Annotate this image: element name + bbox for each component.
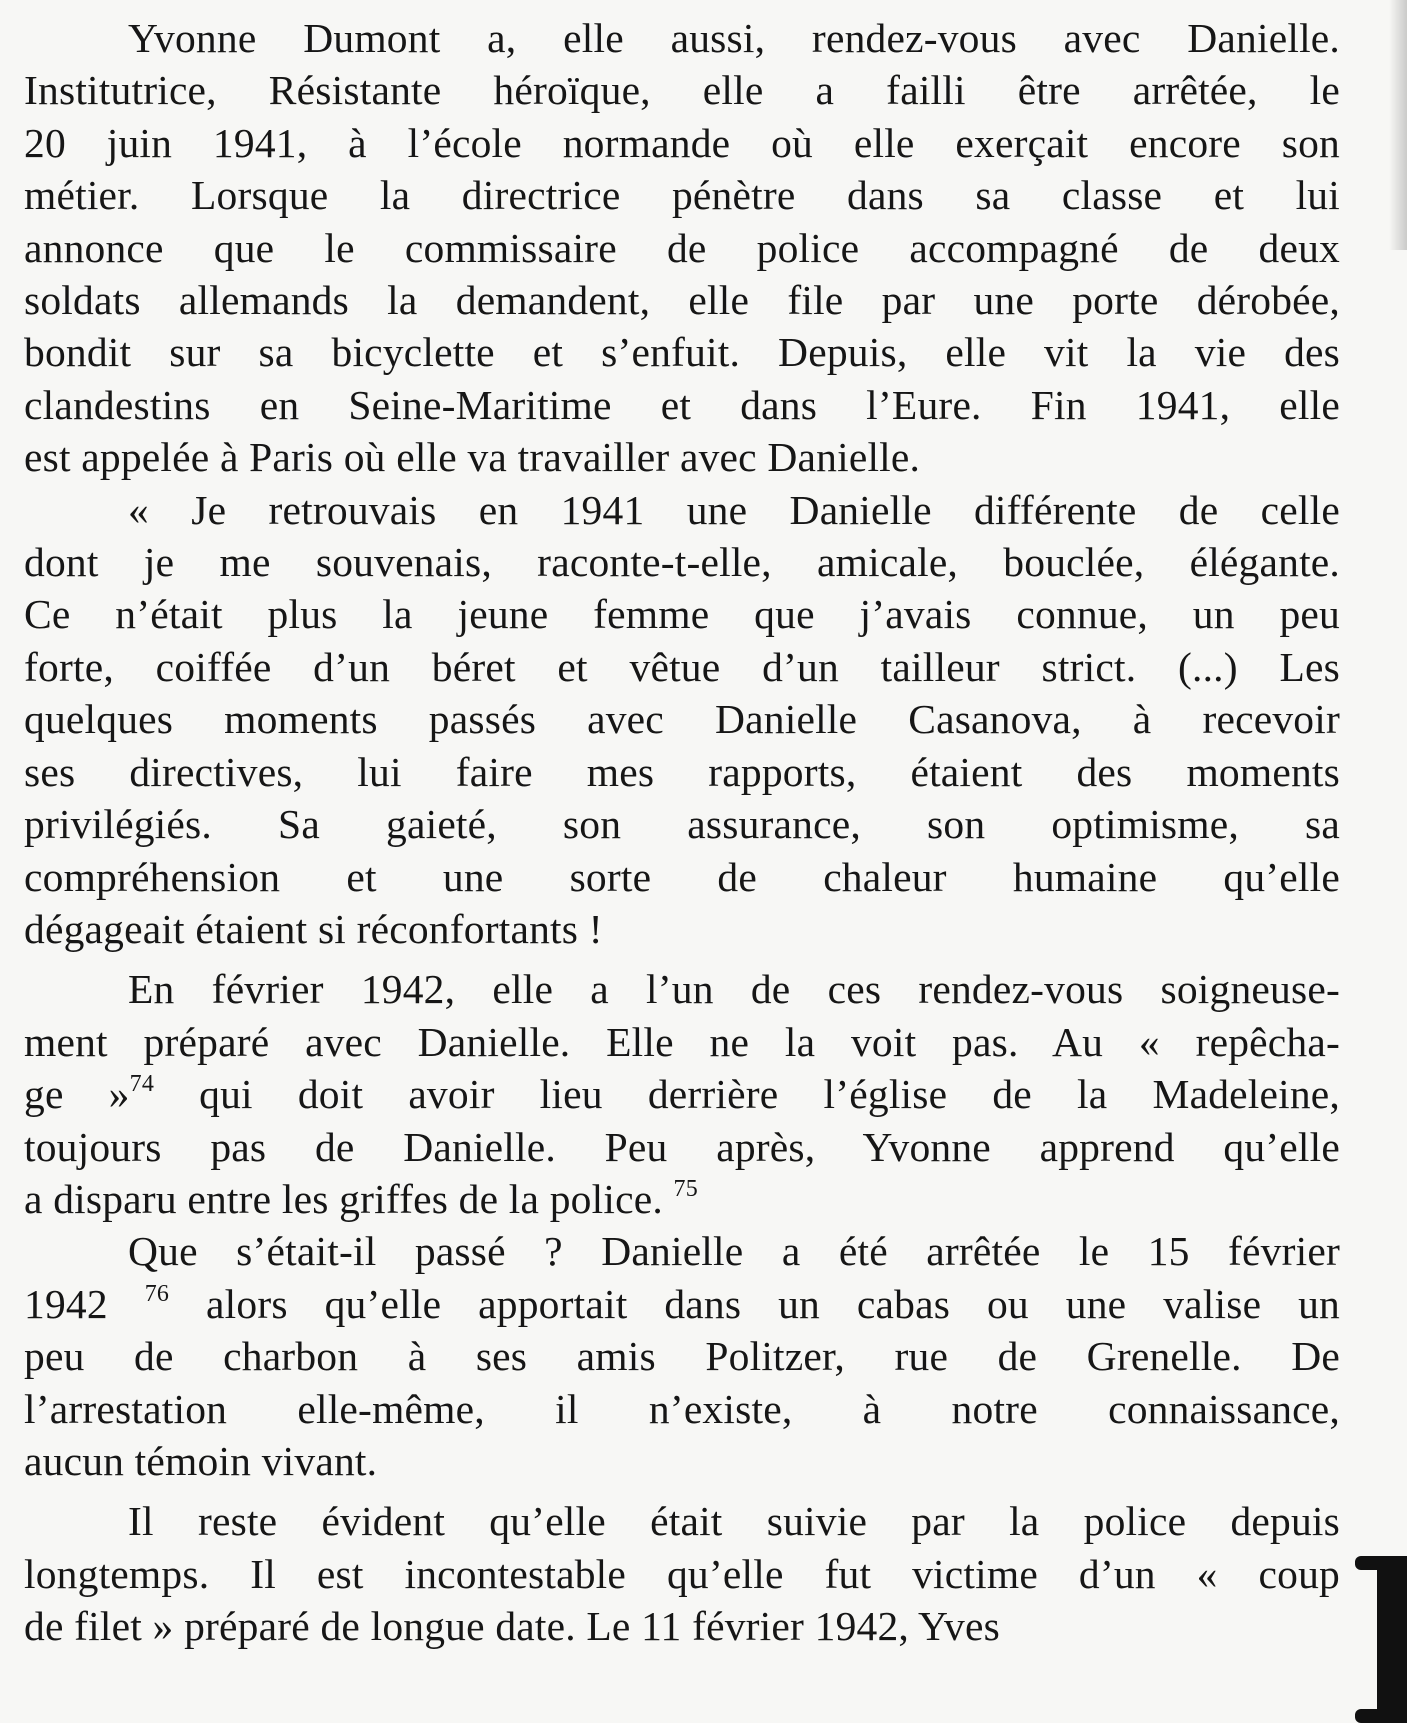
paragraph-arrest [24, 1225, 1340, 1487]
text-line: compréhension et une sorte de chaleur humaine qu’elle [24, 853, 1340, 900]
text-line: quelques moments passés avec Danielle Casanova, à recevoir [24, 696, 1340, 743]
page-clip-bracket [1377, 1556, 1407, 1723]
text-line: soldats allemands la demandent, elle file par une porte dérobée, [24, 277, 1340, 324]
text-line: En février 1942, elle a l’un de ces rendez-vous soigneuse- [128, 966, 1340, 1013]
text-line: dégageait étaient si réconfortants ! [24, 905, 603, 952]
text-line: longtemps. Il est incontestable qu’elle fut victime d’un « coup [24, 1550, 1340, 1597]
paragraph-quote [24, 484, 1340, 956]
text-line: toujours pas de Danielle. Peu après, Yvonne apprend qu’elle [24, 1123, 1340, 1170]
text-line: peu de charbon à ses amis Politzer, rue de Grenelle. De [24, 1333, 1340, 1380]
body-text [24, 12, 1340, 1653]
footnote-marker[interactable]: 74 [129, 1071, 155, 1098]
text-line: de filet » préparé de longue date. Le 11 février 1942, Yves [24, 1603, 1000, 1650]
text-line: ses directives, lui faire mes rapports, étaient des moments [24, 748, 1340, 795]
text-line: dont je me souvenais, raconte-t-elle, amicale, bouclée, élégante. [24, 539, 1340, 586]
text-line: Que s’était-il passé ? Danielle a été arrêtée le 15 février [128, 1228, 1340, 1275]
text-segment: alors qu’elle apportait dans un cabas ou une valise un [169, 1280, 1340, 1327]
page-edge-shadow [1389, 0, 1407, 250]
text-line: forte, coiffée d’un béret et vêtue d’un tailleur strict. (...) Les [24, 643, 1340, 690]
text-line: Yvonne Dumont a, elle aussi, rendez-vous avec Danielle. [128, 15, 1340, 61]
text-line: clandestins en Seine-Maritime et dans l’Eure. Fin 1941, elle [24, 381, 1340, 428]
text-line: bondit sur sa bicyclette et s’enfuit. Depuis, elle vit la vie des [24, 329, 1340, 376]
paragraph-february-1942 [24, 963, 1340, 1225]
text-line: privilégiés. Sa gaieté, son assurance, son optimisme, sa [24, 801, 1340, 848]
footnote-marker[interactable]: 76 [144, 1280, 170, 1307]
text-line: est appelée à Paris où elle va travailler avec Danielle. [24, 434, 921, 481]
text-segment: a disparu entre les griffes de la police. [24, 1175, 663, 1222]
footnote-marker[interactable]: 75 [673, 1176, 698, 1203]
text-line-with-footnote [24, 1278, 1340, 1330]
paragraph-police-surveillance [24, 1495, 1340, 1652]
text-line-with-footnote [24, 1173, 1340, 1225]
paragraph-yvonne-dumont [24, 12, 1340, 484]
text-segment: qui doit avoir lieu derrière l’église de la Madeleine, [154, 1071, 1340, 1118]
text-segment: 1942 [24, 1280, 108, 1327]
text-line: Il reste évident qu’elle était suivie par la police depuis [128, 1498, 1340, 1545]
text-line: annonce que le commissaire de police accompagné de deux [24, 224, 1340, 271]
text-line: « Je retrouvais en 1941 une Danielle différente de celle [128, 486, 1340, 533]
text-line: aucun témoin vivant. [24, 1437, 378, 1484]
text-segment: ge » [24, 1071, 130, 1118]
text-line: Ce n’était plus la jeune femme que j’avais connue, un peu [24, 591, 1340, 638]
text-line-with-footnote [24, 1068, 1340, 1120]
text-line: Institutrice, Résistante héroïque, elle a failli être arrêtée, le [24, 67, 1340, 114]
text-line: ment préparé avec Danielle. Elle ne la voit pas. Au « repêcha- [24, 1018, 1340, 1065]
text-line: 20 juin 1941, à l’école normande où elle exerçait encore son [24, 119, 1340, 166]
text-line: l’arrestation elle-même, il n’existe, à notre connaissance, [24, 1385, 1340, 1432]
text-line: métier. Lorsque la directrice pénètre dans sa classe et lui [24, 172, 1340, 219]
